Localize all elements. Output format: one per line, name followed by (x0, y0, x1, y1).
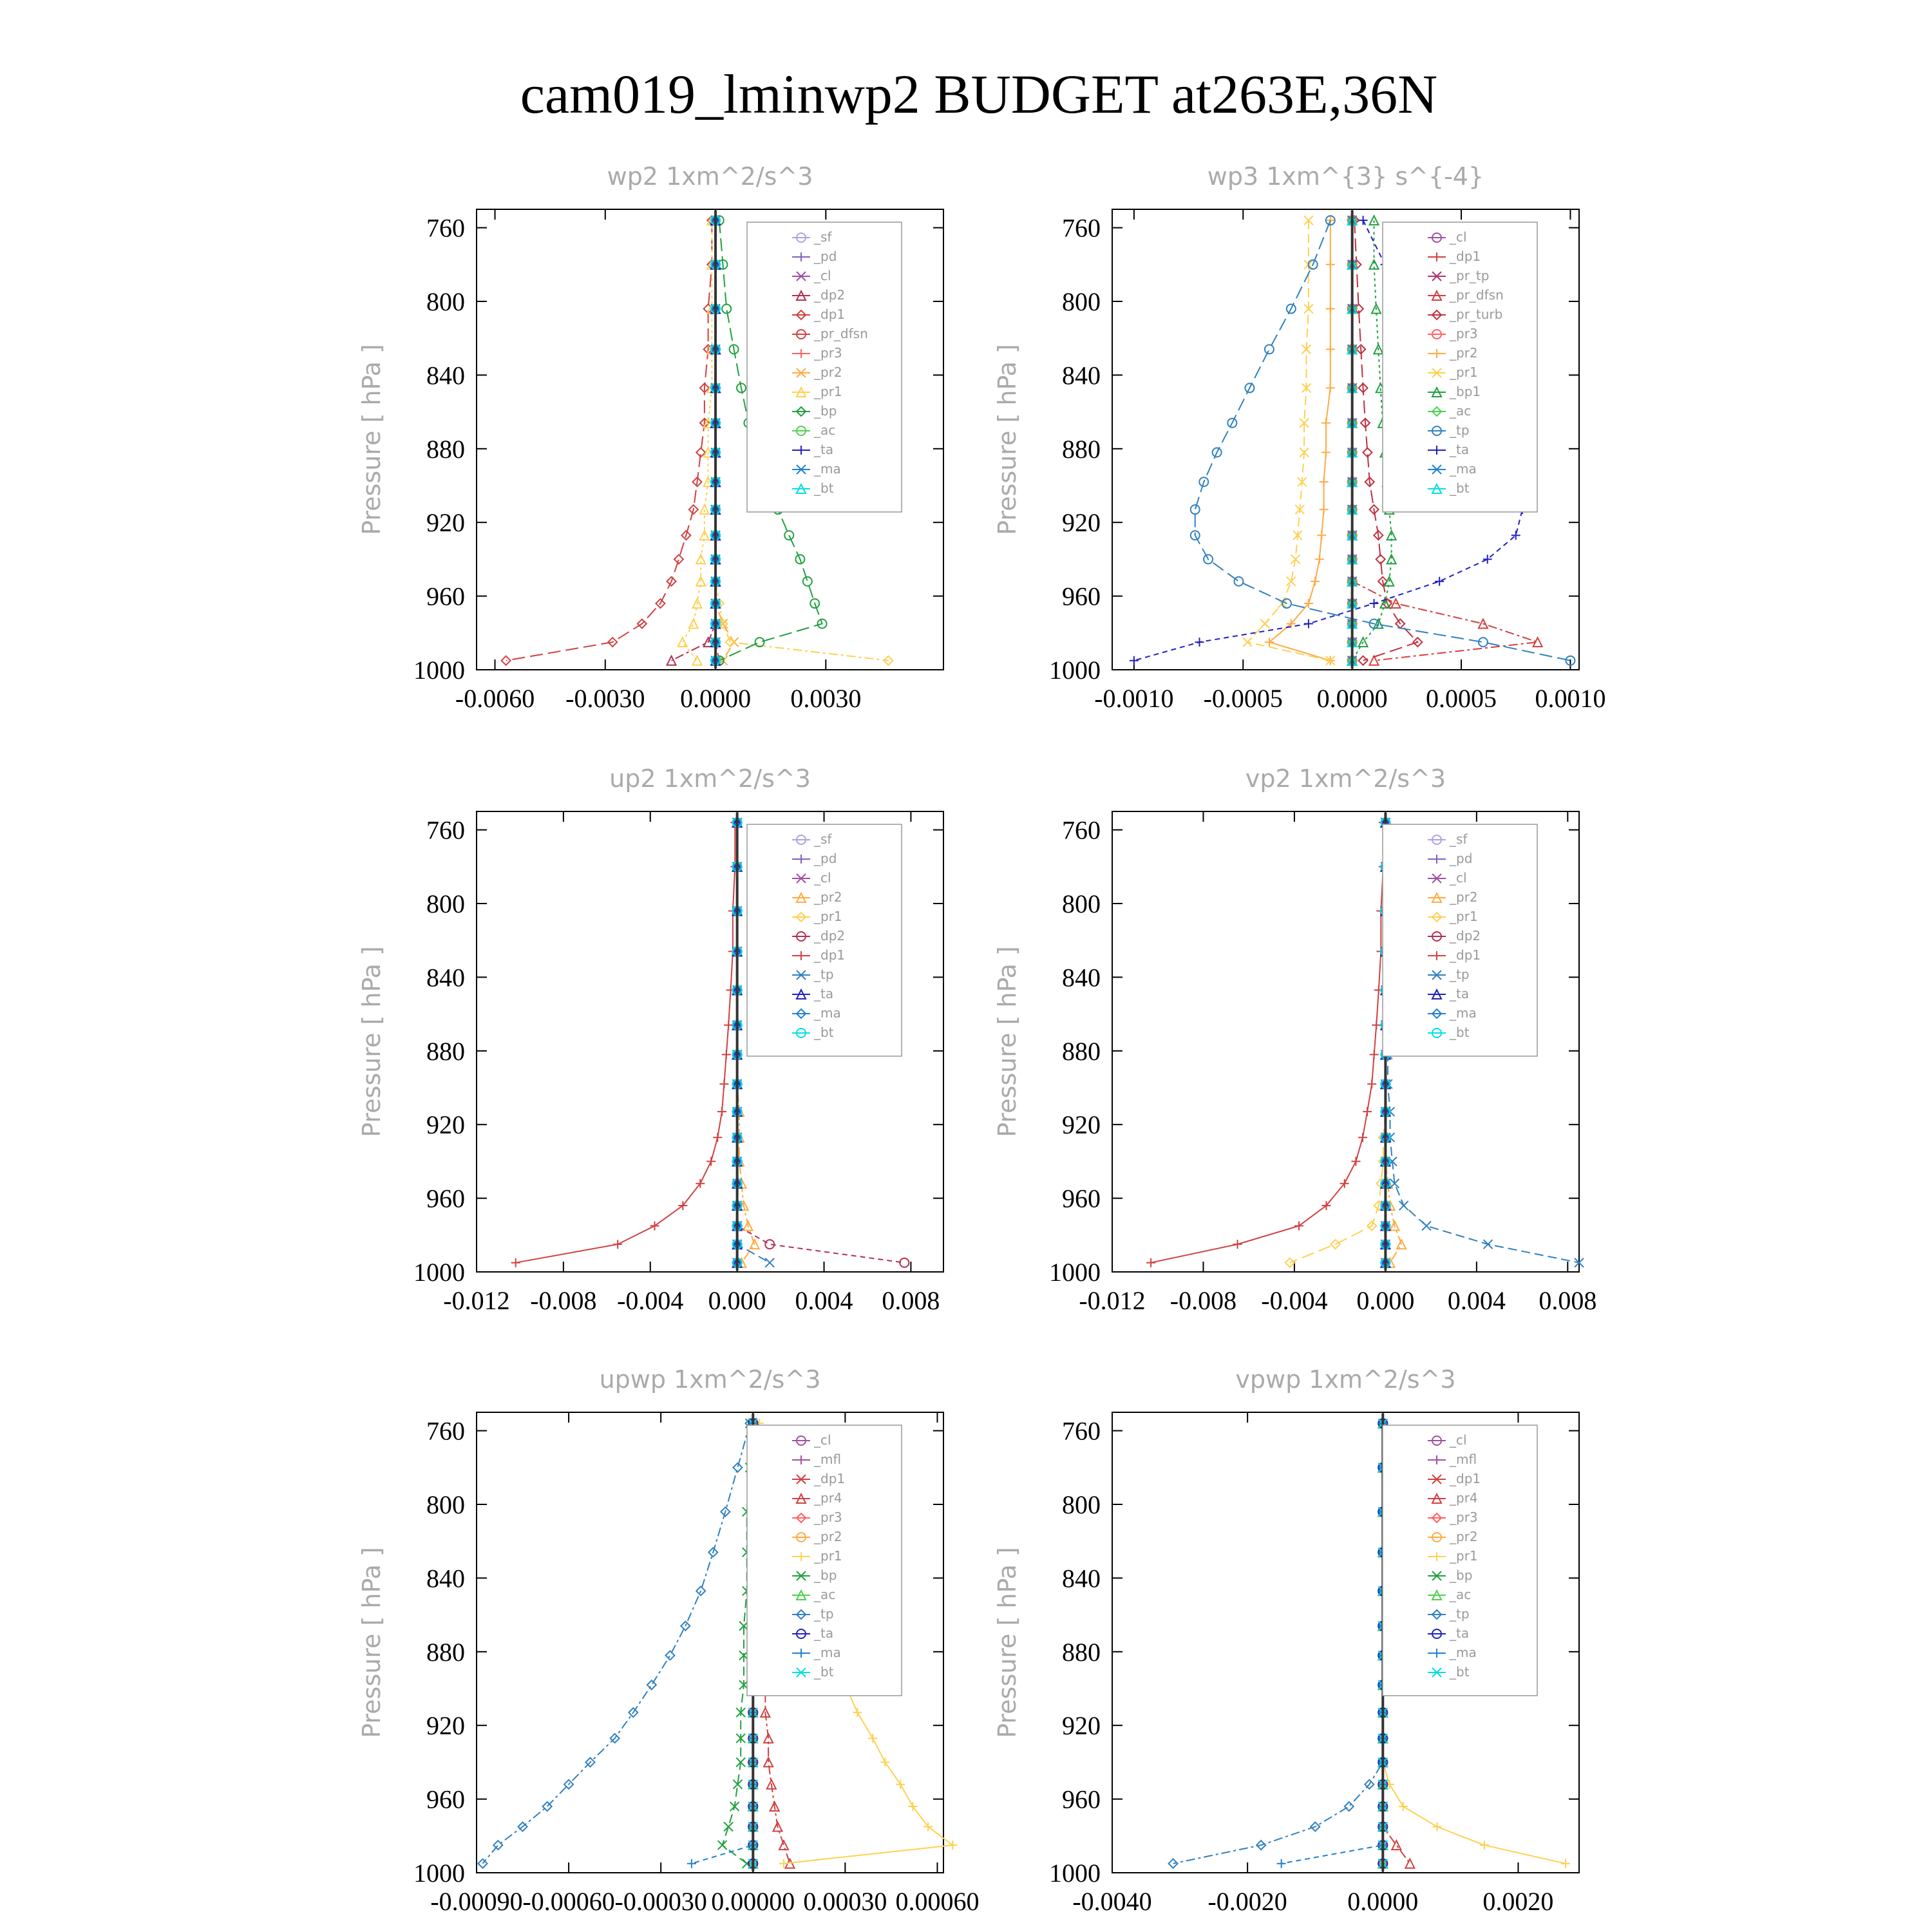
x-tick-label: 0.00030 (803, 1887, 887, 1916)
legend-label: _tp (1450, 967, 1470, 982)
legend-label: _pr1 (1450, 1548, 1478, 1564)
y-tick-label: 960 (1062, 1785, 1101, 1814)
legend (747, 222, 902, 512)
panel-title: wp2 1xm^2/s^3 (607, 162, 813, 191)
legend-label: _tp (814, 967, 834, 982)
x-tick-label: 0.004 (795, 1286, 853, 1315)
data-point (1146, 1258, 1155, 1267)
data-point (678, 638, 687, 647)
legend-label: _ta (814, 442, 834, 457)
data-point (1484, 1240, 1493, 1249)
legend (1383, 1425, 1537, 1696)
y-axis-label: Pressure [ hPa ] (993, 1547, 1021, 1738)
legend-label: _pd (814, 851, 837, 866)
legend-label: _pr3 (814, 1510, 842, 1525)
data-point (1317, 531, 1326, 540)
data-point (687, 1859, 696, 1868)
x-tick-label: 0.00000 (711, 1887, 795, 1916)
data-point (896, 1780, 905, 1789)
panel-title: vp2 1xm^2/s^3 (1245, 764, 1446, 793)
data-point (1321, 448, 1331, 457)
y-tick-label: 960 (426, 582, 465, 611)
y-tick-label: 880 (1062, 434, 1101, 464)
data-point (779, 1841, 788, 1850)
y-tick-label: 1000 (413, 656, 465, 685)
legend-label: _dp2 (814, 928, 846, 943)
data-point (1195, 638, 1204, 647)
x-tick-label: -0.00060 (522, 1887, 615, 1916)
legend-label: _pr2 (1450, 345, 1478, 361)
y-tick-label: 920 (426, 1110, 465, 1140)
legend-label: _ma (1450, 1645, 1477, 1660)
x-tick-label: 0.0010 (1535, 684, 1606, 713)
data-point (1480, 1841, 1489, 1850)
y-tick-label: 840 (426, 963, 465, 992)
y-tick-label: 960 (1062, 582, 1101, 611)
series-line (1173, 1423, 1383, 1864)
legend-label: _pr1 (814, 1548, 842, 1564)
series-dp2 (667, 216, 721, 665)
y-tick-label: 880 (426, 1036, 465, 1066)
panel-1 (357, 162, 943, 713)
y-tick-label: 880 (1062, 1036, 1101, 1066)
y-tick-label: 800 (426, 1490, 465, 1519)
x-tick-label: -0.0020 (1208, 1887, 1287, 1916)
legend-label: _cl (1450, 1432, 1467, 1448)
series-tp (478, 1419, 755, 1868)
series-line (1247, 220, 1331, 660)
x-tick-label: 0.00060 (895, 1887, 980, 1916)
data-point (803, 577, 812, 586)
data-point (1372, 1021, 1381, 1030)
data-point (1191, 505, 1200, 514)
legend-label: _cl (814, 268, 831, 283)
data-point (665, 1651, 674, 1660)
data-point (1265, 345, 1274, 354)
legend-label: _ac (1450, 1587, 1472, 1602)
data-point (724, 1823, 733, 1832)
legend-label: _sf (814, 229, 832, 245)
panel-5 (357, 1365, 979, 1916)
data-point (1432, 1823, 1441, 1832)
legend-label: _cl (814, 1432, 831, 1448)
series-line (1290, 822, 1385, 1263)
data-point (1351, 1157, 1360, 1166)
legend-label: _sf (814, 831, 832, 847)
legend-label: _ta (1450, 986, 1470, 1001)
x-tick-label: -0.0030 (565, 684, 645, 713)
x-tick-label: -0.008 (530, 1286, 597, 1315)
legend-label: _dp1 (1450, 1471, 1481, 1486)
y-tick-label: 800 (1062, 287, 1101, 316)
series-line (506, 220, 712, 660)
y-tick-label: 760 (426, 815, 465, 845)
x-tick-label: 0.004 (1447, 1286, 1506, 1315)
legend (1383, 222, 1537, 512)
legend-label: _dp1 (814, 307, 846, 322)
y-tick-label: 800 (426, 287, 465, 316)
data-point (1320, 505, 1329, 514)
panel-2 (993, 162, 1605, 713)
x-tick-label: 0.0020 (1482, 1887, 1554, 1916)
data-point (1370, 216, 1379, 225)
y-axis-label: Pressure [ hPa ] (993, 946, 1021, 1137)
legend-label: _pr1 (814, 909, 842, 924)
y-tick-label: 1000 (413, 1859, 465, 1888)
legend (747, 824, 902, 1056)
data-point (719, 1079, 728, 1088)
legend-label: _ma (814, 1005, 841, 1021)
y-tick-label: 880 (426, 1637, 465, 1667)
data-point (1315, 554, 1324, 564)
x-tick-label: 0.0030 (790, 684, 862, 713)
x-tick-label: -0.00090 (430, 1887, 523, 1916)
y-tick-label: 1000 (1049, 656, 1101, 685)
y-tick-label: 840 (426, 1564, 465, 1593)
series-pr1 (1285, 818, 1390, 1267)
y-tick-label: 960 (426, 1184, 465, 1213)
legend-label: _pr2 (814, 1529, 842, 1544)
series-dp1 (1146, 818, 1388, 1267)
data-point (650, 1222, 659, 1231)
legend-label: _pr4 (814, 1490, 842, 1506)
legend-label: _bp (814, 1567, 837, 1583)
legend-label: _pd (814, 249, 837, 264)
x-tick-label: 0.0000 (1316, 684, 1388, 713)
panel-3 (357, 764, 943, 1315)
data-point (674, 554, 683, 564)
data-point (1130, 656, 1139, 665)
legend-label: _pr1 (1450, 365, 1478, 380)
legend-label: _dp1 (814, 1471, 846, 1486)
legend-label: _bt (814, 1025, 834, 1040)
legend-label: _cl (814, 870, 831, 886)
panel-6 (993, 1365, 1579, 1916)
legend-label: _dp2 (1450, 928, 1481, 943)
legend-label: _dp2 (814, 287, 846, 303)
data-point (868, 1734, 877, 1743)
x-tick-label: -0.0005 (1203, 684, 1283, 713)
y-tick-label: 760 (426, 213, 465, 243)
data-point (1234, 577, 1243, 586)
data-point (511, 1258, 520, 1267)
data-point (1311, 577, 1320, 586)
series-line (516, 822, 735, 1263)
x-tick-label: 0.008 (1539, 1286, 1597, 1315)
legend-label: _pr2 (814, 889, 842, 905)
y-tick-label: 760 (1062, 815, 1101, 845)
x-tick-label: -0.008 (1170, 1286, 1237, 1315)
data-point (667, 656, 676, 665)
data-point (706, 1157, 715, 1166)
legend-label: _pr2 (1450, 889, 1478, 905)
series-pr_dfsn (711, 216, 724, 665)
legend-label: _tp (814, 1606, 834, 1622)
y-tick-label: 1000 (1049, 1258, 1101, 1287)
x-tick-label: -0.00030 (614, 1887, 707, 1916)
panel-title: up2 1xm^2/s^3 (609, 764, 811, 793)
data-point (880, 1757, 889, 1766)
x-tick-label: 0.008 (882, 1286, 940, 1315)
legend-label: _cl (1450, 870, 1467, 886)
x-tick-label: -0.004 (1261, 1286, 1328, 1315)
legend-label: _bp1 (1450, 384, 1481, 399)
y-tick-label: 840 (426, 361, 465, 390)
data-point (718, 1841, 727, 1850)
series-line (1269, 220, 1331, 660)
legend-label: _bt (1450, 1025, 1470, 1040)
series-line (672, 220, 716, 660)
legend-label: _ac (814, 1587, 836, 1602)
y-tick-label: 760 (1062, 1416, 1101, 1446)
y-tick-label: 760 (1062, 213, 1101, 243)
data-point (1260, 620, 1269, 629)
data-point (613, 1240, 622, 1249)
y-tick-label: 1000 (413, 1258, 465, 1287)
legend-label: _pr1 (1450, 909, 1478, 924)
legend-label: _mfl (1450, 1452, 1477, 1467)
data-point (722, 1050, 731, 1059)
data-point (1294, 1222, 1303, 1231)
legend-label: _bp (814, 403, 837, 419)
data-point (1243, 638, 1252, 647)
y-tick-label: 920 (1062, 508, 1101, 538)
data-point (1435, 577, 1444, 586)
y-axis-label: Pressure [ hPa ] (357, 946, 386, 1137)
legend (1383, 824, 1537, 1056)
data-point (764, 1757, 773, 1766)
y-tick-label: 800 (1062, 889, 1101, 918)
y-tick-label: 920 (426, 508, 465, 538)
legend-label: _ma (814, 1645, 841, 1660)
data-point (1277, 1859, 1286, 1868)
data-point (502, 656, 511, 665)
y-tick-label: 920 (1062, 1110, 1101, 1140)
data-point (1320, 477, 1329, 486)
legend-label: _pr_dfsn (1450, 287, 1504, 303)
y-axis-label: Pressure [ hPa ] (993, 344, 1021, 535)
series-dp1 (502, 216, 717, 665)
x-tick-label: -0.0010 (1094, 684, 1174, 713)
legend-label: _ta (1450, 1625, 1470, 1641)
legend-label: _sf (1450, 831, 1468, 847)
data-point (1345, 1802, 1354, 1811)
legend-label: _pr2 (1450, 1529, 1478, 1544)
series-pr1 (1243, 216, 1335, 665)
legend-label: _pr3 (814, 345, 842, 361)
legend-label: _mfl (814, 1452, 842, 1467)
series-line (683, 220, 712, 660)
data-point (1358, 1133, 1367, 1142)
data-point (1233, 1240, 1242, 1249)
panel-title: vpwp 1xm^2/s^3 (1235, 1365, 1456, 1394)
y-axis-label: Pressure [ hPa ] (357, 1547, 386, 1738)
data-point (900, 1258, 909, 1267)
data-point (1392, 1841, 1401, 1850)
x-tick-label: -0.012 (443, 1286, 510, 1315)
x-tick-label: -0.0060 (455, 684, 535, 713)
data-point (647, 1680, 656, 1689)
legend-label: _pr3 (1450, 326, 1478, 341)
series-pr2 (1265, 216, 1335, 665)
y-tick-label: 1000 (1049, 1859, 1101, 1888)
data-point (724, 1021, 733, 1030)
data-point (1370, 599, 1379, 608)
data-point (733, 1463, 742, 1472)
panel-title: wp3 1xm^{3} s^{-4} (1207, 162, 1484, 191)
legend (747, 1425, 902, 1696)
legend-label: _bt (814, 480, 834, 496)
x-tick-label: 0.000 (1356, 1286, 1415, 1315)
series-ma (1277, 1419, 1388, 1868)
legend-label: _bt (1450, 1664, 1470, 1680)
y-tick-label: 920 (426, 1711, 465, 1741)
data-point (1561, 1859, 1570, 1868)
data-point (1304, 620, 1313, 629)
series-line (1151, 822, 1383, 1263)
legend-label: _pr4 (1450, 1490, 1478, 1506)
legend-label: _ma (1450, 1005, 1477, 1021)
data-point (1399, 1802, 1408, 1811)
y-tick-label: 880 (426, 434, 465, 464)
legend-label: _tp (1450, 422, 1470, 438)
panel-4 (993, 764, 1596, 1315)
data-point (1422, 1222, 1431, 1231)
data-point (765, 1258, 774, 1267)
legend-label: _pd (1450, 851, 1473, 866)
series-line (1282, 1423, 1383, 1864)
series-tp (1169, 1419, 1388, 1868)
legend-label: _ta (814, 1625, 834, 1641)
legend-label: _ma (1450, 461, 1477, 477)
legend-label: _ac (814, 422, 836, 438)
legend-label: _ma (814, 461, 841, 477)
data-point (1399, 1201, 1408, 1210)
y-tick-label: 800 (1062, 1490, 1101, 1519)
x-tick-label: -0.012 (1079, 1286, 1146, 1315)
x-tick-label: -0.004 (617, 1286, 684, 1315)
data-point (689, 620, 698, 629)
data-point (1326, 304, 1335, 313)
x-tick-label: 0.000 (708, 1286, 766, 1315)
legend-label: _dp1 (1450, 947, 1481, 963)
y-tick-label: 800 (426, 889, 465, 918)
y-tick-label: 760 (426, 1416, 465, 1446)
legend-label: _ac (1450, 403, 1472, 419)
data-point (713, 1133, 722, 1142)
legend-label: _pr_dfsn (814, 326, 868, 341)
series-line (723, 1423, 750, 1864)
legend-label: _pr3 (1450, 1510, 1478, 1525)
y-tick-label: 960 (426, 1785, 465, 1814)
data-point (1359, 216, 1368, 225)
y-tick-label: 840 (1062, 1564, 1101, 1593)
data-point (700, 505, 709, 514)
legend-label: _pr1 (814, 384, 842, 399)
data-point (1405, 1859, 1414, 1868)
legend-label: _ta (1450, 442, 1470, 457)
data-point (1370, 1050, 1379, 1059)
legend-label: _pr_tp (1450, 268, 1490, 283)
data-point (1326, 345, 1335, 354)
data-point (853, 1708, 862, 1717)
data-point (717, 1107, 726, 1116)
series-dp1 (511, 818, 740, 1267)
data-point (1321, 419, 1331, 428)
legend-label: _bt (814, 1664, 834, 1680)
x-tick-label: 0.0005 (1426, 684, 1497, 713)
legend-label: _bt (1450, 480, 1470, 496)
x-tick-label: 0.0000 (680, 684, 752, 713)
y-tick-label: 920 (1062, 1711, 1101, 1741)
data-point (1326, 260, 1335, 269)
legend-label: _dp1 (814, 947, 846, 963)
legend-label: _pr_turb (1450, 307, 1503, 322)
data-point (693, 656, 702, 665)
legend-label: _pr2 (814, 365, 842, 380)
data-point (1285, 1258, 1294, 1267)
y-tick-label: 840 (1062, 361, 1101, 390)
x-tick-label: 0.0000 (1347, 1887, 1419, 1916)
data-point (1367, 1079, 1376, 1088)
figure-title: cam019_lminwp2 BUDGET at263E,36N (520, 63, 1438, 125)
y-tick-label: 840 (1062, 963, 1101, 992)
x-tick-label: -0.0040 (1072, 1887, 1152, 1916)
y-tick-label: 880 (1062, 1637, 1101, 1667)
data-point (779, 1859, 788, 1868)
data-point (1326, 383, 1335, 392)
series-line (483, 1423, 750, 1864)
panel-title: upwp 1xm^2/s^3 (599, 1365, 821, 1394)
y-tick-label: 960 (1062, 1184, 1101, 1213)
legend-label: _bp (1450, 1567, 1473, 1583)
y-axis-label: Pressure [ hPa ] (357, 344, 386, 535)
legend-label: _dp1 (1450, 249, 1481, 264)
legend-label: _tp (1450, 1606, 1470, 1622)
data-point (1363, 1107, 1372, 1116)
legend-label: _ta (814, 986, 834, 1001)
legend-label: _cl (1450, 229, 1467, 245)
